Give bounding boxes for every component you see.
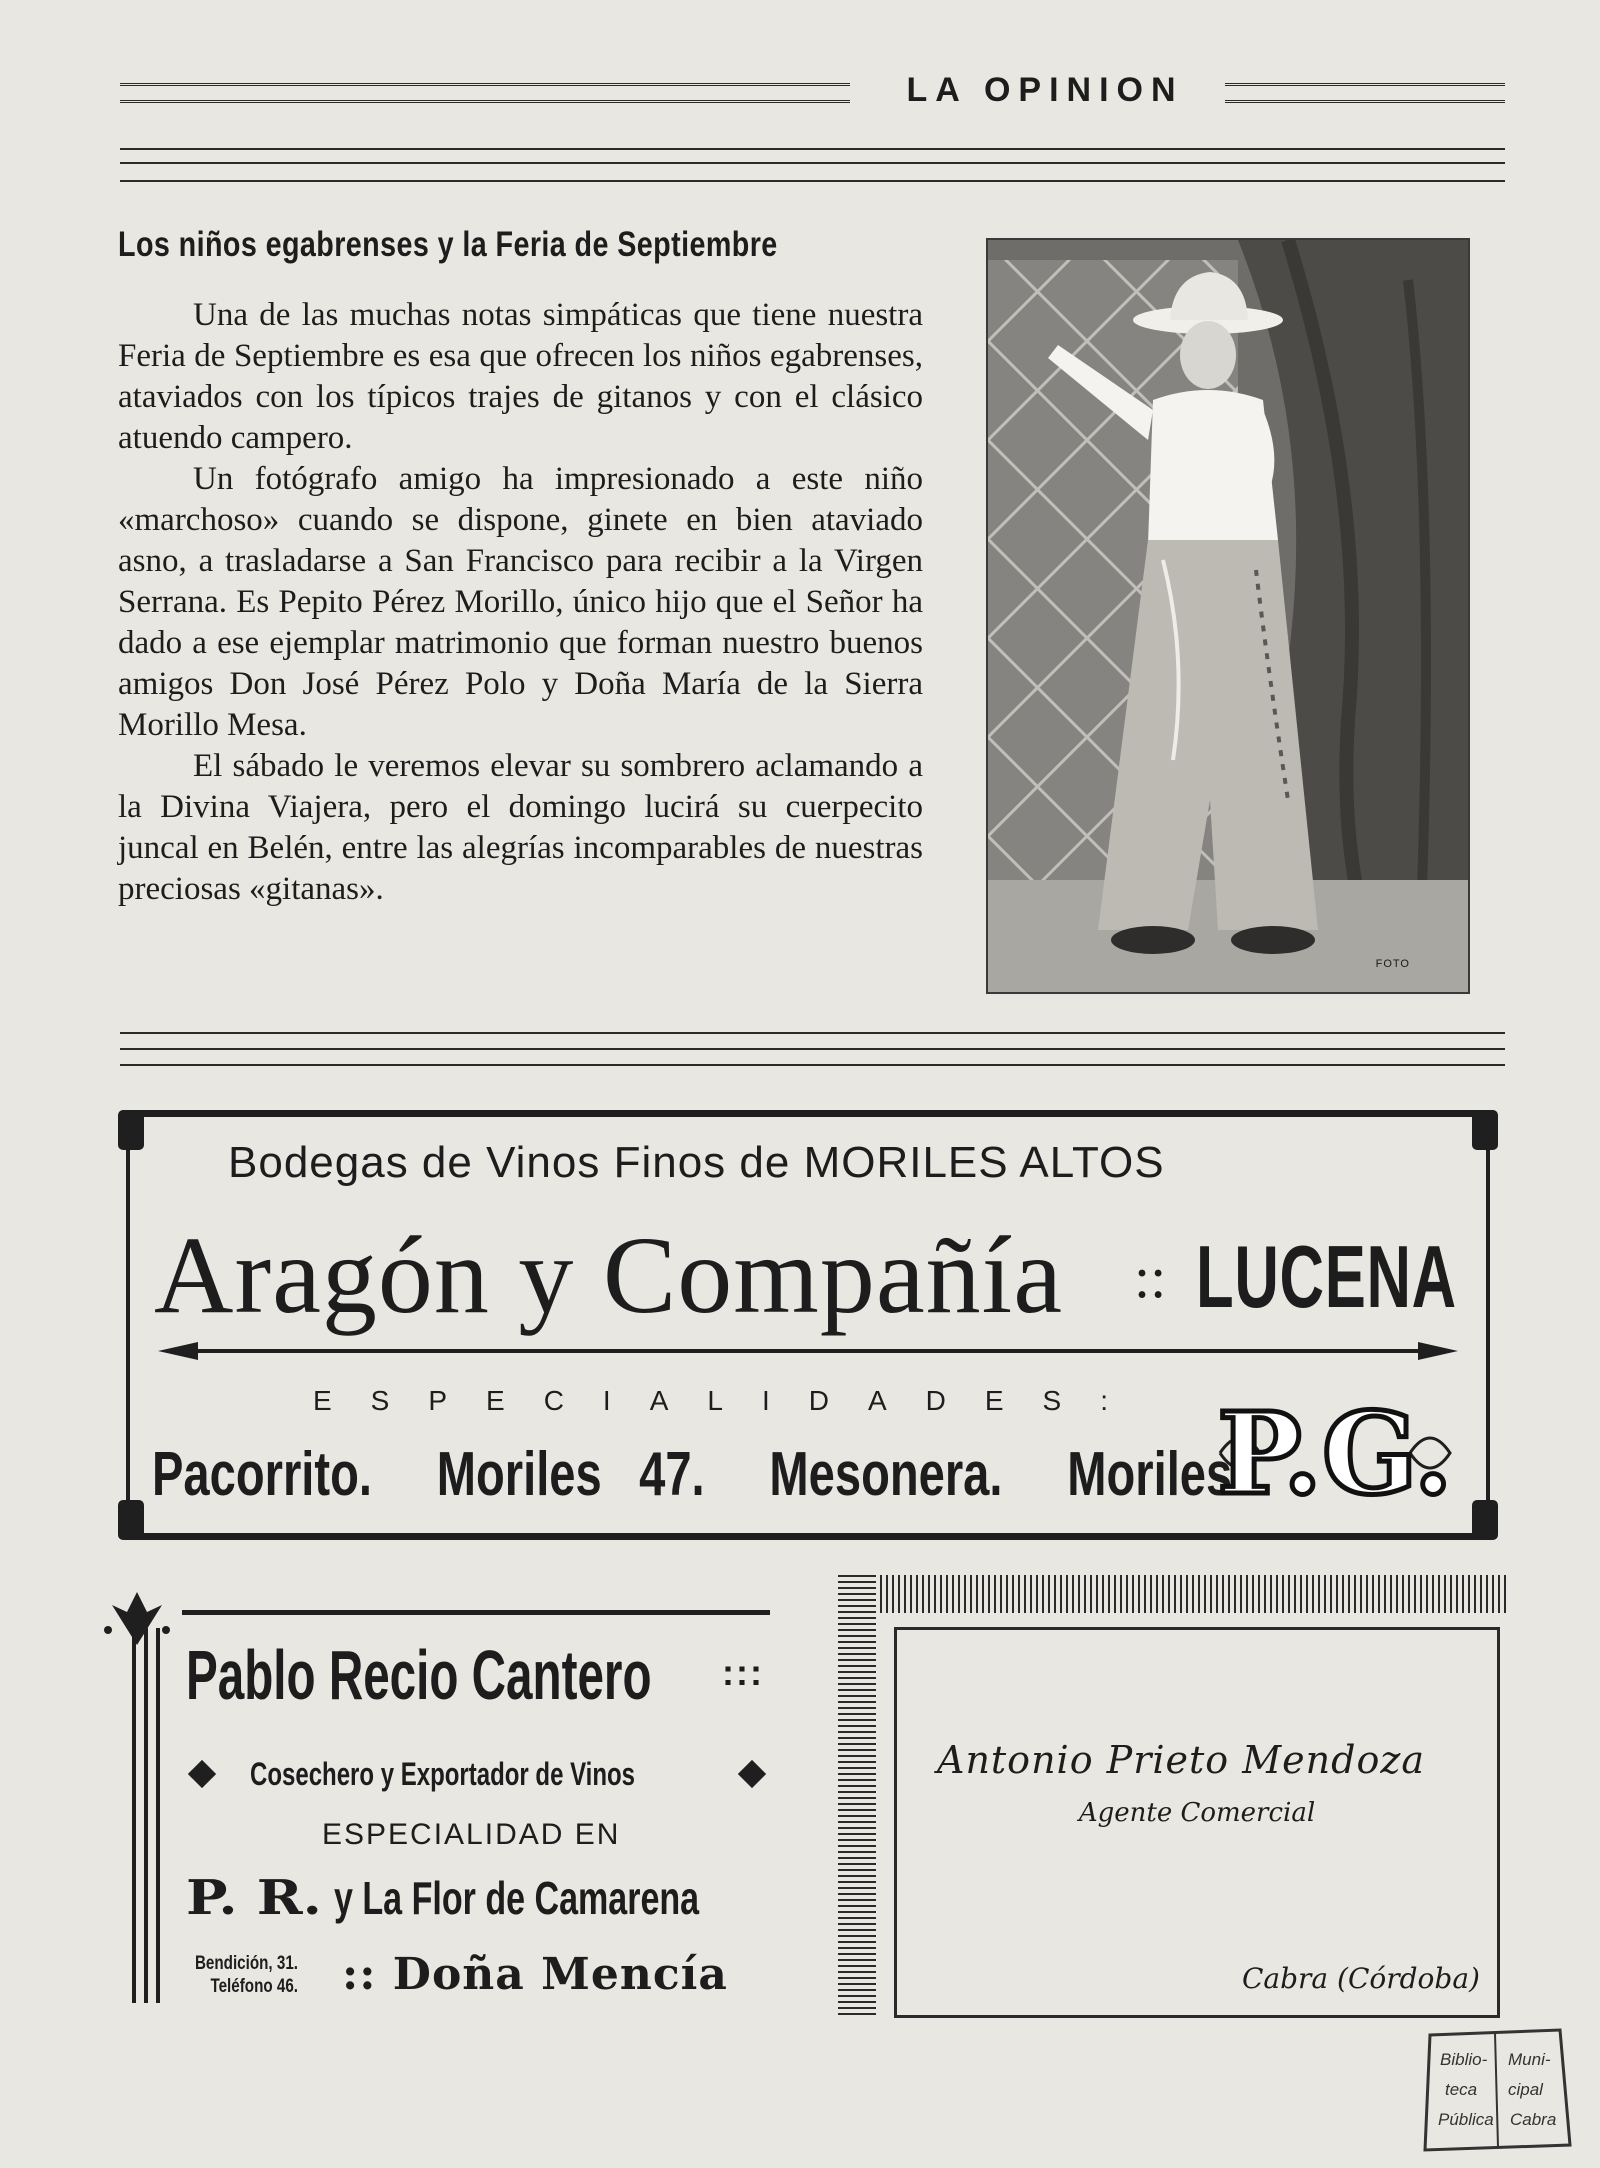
product-item: Moriles 47.	[436, 1440, 705, 1509]
pg-monogram	[1210, 1383, 1460, 1518]
ad-border-top	[138, 1110, 1478, 1117]
address-line: Teléfono 46.	[210, 1976, 298, 1997]
ad-bodegas	[118, 1110, 1498, 1540]
ad-recio-side-rule	[144, 1628, 148, 2003]
ad-prieto-card	[894, 1627, 1500, 2018]
header-divider	[120, 148, 1505, 150]
section-divider	[120, 1032, 1505, 1034]
ad-recio	[102, 1590, 770, 2020]
ad-bodegas-products	[152, 1435, 1260, 1515]
ad-recio-brand-name: y La Flor de Camarena	[334, 1872, 700, 1924]
article-headline: Los niños egabrenses y la Feria de Septiembre	[118, 225, 778, 264]
ad-recio-town: :: Doña Mencía	[342, 1949, 728, 2000]
ad-recio-name-suffix: :::	[722, 1652, 764, 1693]
pg-mark-text: P.G.	[1217, 1389, 1453, 1518]
ad-recio-side-rule	[132, 1628, 136, 2003]
section-divider	[120, 1048, 1505, 1050]
stamp-line: Cabra	[1510, 2110, 1557, 2129]
ad-recio-brand-mark: P. R.	[186, 1870, 322, 1926]
ad-prieto	[838, 1575, 1506, 2015]
ad-recio-top-rule	[182, 1610, 770, 1615]
section-divider	[120, 1064, 1505, 1066]
ad-border-bottom	[138, 1533, 1478, 1540]
article-paragraph: El sábado le veremos elevar su sombrero aclamando a la Divina Viajera, pero el domingo lucirá su cuerpecito juncal en Belén, entre las alegrías incomparables de nuestras preciosas «gitanas».	[118, 748, 923, 907]
ad-bodegas-tagline: Bodegas de Vinos Finos de MORILES ALTOS	[228, 1138, 1165, 1187]
article	[118, 225, 923, 910]
header-divider	[120, 162, 1505, 164]
ad-bodegas-separator: ::	[1134, 1245, 1167, 1310]
library-stamp	[1410, 2025, 1580, 2155]
article-paragraph: Una de las muchas notas simpáticas que tiene nuestra Feria de Septiembre es esa que ofrecen los niños egabrenses, ataviados con los típicos trajes de gitanos y con el clásico atuendo campero.	[118, 297, 923, 456]
masthead: LA OPINION	[906, 71, 1184, 109]
photo-signature: FOTO	[1375, 958, 1410, 970]
article-photo	[986, 238, 1470, 994]
header-divider	[120, 180, 1505, 182]
arrow-rule-icon	[158, 1342, 1458, 1360]
product-item: Moriles	[1067, 1440, 1233, 1509]
stamp-line: cipal	[1508, 2080, 1543, 2099]
product-item: Pacorrito.	[152, 1440, 372, 1509]
ad-recio-address	[186, 1952, 298, 1998]
hatched-border-top	[838, 1575, 1506, 1613]
ad-bodegas-city: LUCENA	[1196, 1227, 1457, 1326]
ad-recio-subtitle-row	[186, 1754, 776, 1804]
ad-bodegas-firm: Aragón y Compañía	[154, 1214, 1064, 1336]
header-rule-right	[1225, 83, 1505, 103]
ad-recio-side-rule	[156, 1628, 160, 2003]
ad-recio-name: Pablo Recio Cantero	[186, 1636, 652, 1714]
product-item: Mesonera.	[769, 1440, 1003, 1509]
ad-prieto-role: Agente Comercial	[1078, 1798, 1316, 1828]
ad-recio-specialty-label: ESPECIALIDAD EN	[322, 1818, 621, 1851]
ad-recio-subtitle: Cosechero y Exportador de Vinos	[250, 1756, 635, 1792]
photo-illustration	[988, 240, 1468, 992]
article-paragraph: Un fotógrafo amigo ha impresionado a este niño «marchoso» cuando se dispone, ginete en bien ataviado asno, a trasladarse a San Francisco para recibir a la Virgen Serrana. Es Pepito Pérez Morillo, único hijo que el Señor ha dado a ese ejemplar matrimonio que forman nuestro buenos amigos Don José Pérez Polo y Doña María de la Sierra Morillo Mesa.	[118, 461, 923, 743]
ad-recio-brand	[186, 1858, 828, 1950]
stamp-line: Biblio-	[1440, 2050, 1488, 2069]
diamond-icon	[188, 1760, 216, 1788]
ad-bodegas-specialties-label: ESPECIALIDADES:	[313, 1385, 1147, 1416]
flower-ornament-icon	[102, 1590, 172, 1650]
hatched-border-left	[838, 1575, 876, 2015]
ad-prieto-place: Cabra (Córdoba)	[1242, 1962, 1480, 1995]
ad-border-left	[126, 1145, 130, 1505]
ad-prieto-name: Antonio Prieto Mendoza	[937, 1738, 1426, 1782]
address-line: Bendición, 31.	[194, 1953, 298, 1974]
stamp-line: Pública	[1438, 2110, 1494, 2129]
diamond-icon	[738, 1760, 766, 1788]
header-rule-left	[120, 83, 850, 103]
ad-border-right	[1486, 1145, 1490, 1505]
page-header	[120, 70, 1505, 110]
stamp-line: Muni-	[1508, 2050, 1551, 2069]
stamp-line: teca	[1445, 2080, 1478, 2099]
